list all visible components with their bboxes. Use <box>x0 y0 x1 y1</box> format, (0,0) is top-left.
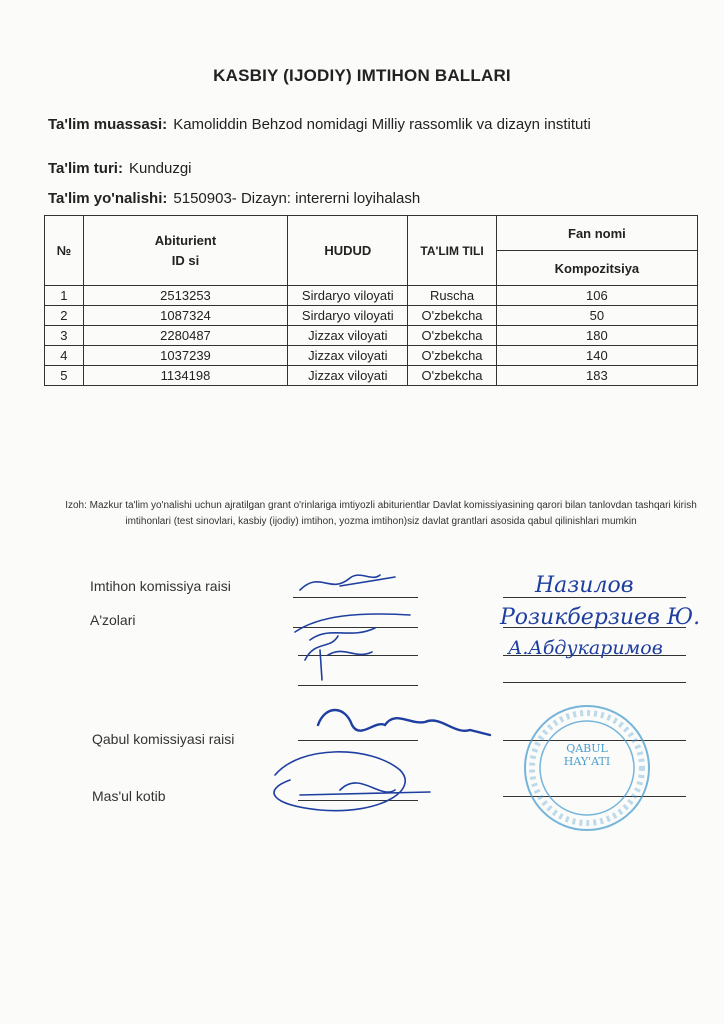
cell-id: 2280487 <box>83 326 288 346</box>
table-row <box>45 366 698 386</box>
cell-score: 106 <box>496 286 697 306</box>
signature-line <box>298 740 418 741</box>
signature-scribble <box>305 636 372 680</box>
cell-language: O'zbekcha <box>408 346 497 366</box>
institution-value: Kamoliddin Behzod nomidagi Milliy rassomlik va dizayn instituti <box>173 116 591 133</box>
table-row <box>45 326 698 346</box>
scores-table <box>44 215 698 386</box>
signature-scribble <box>318 710 490 735</box>
document-title: KASBIY (IJODIY) IMTIHON BALLARI <box>213 66 511 85</box>
handwritten-name-1: Назилов <box>535 573 634 598</box>
col-header-language: TA'LIM TILI <box>408 216 497 286</box>
cell-region: Sirdaryo viloyati <box>288 306 408 326</box>
col-header-subject-group: Fan nomi <box>496 216 697 251</box>
signature-line <box>503 627 686 628</box>
secretary-label: Mas'ul kotib <box>92 788 166 804</box>
signature-line <box>503 655 686 656</box>
direction-value: 5150903- Dizayn: intererni loyihalash <box>173 190 421 207</box>
col-header-subject: Kompozitsiya <box>496 251 697 286</box>
col-header-id: Abiturient ID si <box>83 216 288 286</box>
table-row <box>45 306 698 326</box>
cell-score: 50 <box>496 306 697 326</box>
cell-id: 1087324 <box>83 306 288 326</box>
study-type-label: Ta'lim turi: <box>48 160 123 177</box>
cell-score: 183 <box>496 366 697 386</box>
direction-label: Ta'lim yo'nalishi: <box>48 190 168 207</box>
cell-score: 140 <box>496 346 697 366</box>
cell-language: O'zbekcha <box>408 306 497 326</box>
cell-no: 2 <box>45 306 84 326</box>
cell-no: 1 <box>45 286 84 306</box>
table-row <box>45 286 698 306</box>
cell-language: O'zbekcha <box>408 366 497 386</box>
col-header-region: HUDUD <box>288 216 408 286</box>
cell-region: Jizzax viloyati <box>288 366 408 386</box>
cell-no: 4 <box>45 346 84 366</box>
cell-region: Sirdaryo viloyati <box>288 286 408 306</box>
signature-line <box>503 682 686 683</box>
institution-label: Ta'lim muassasi: <box>48 116 168 133</box>
signature-line <box>298 685 418 686</box>
handwritten-name-3: А.Абдукаримов <box>508 637 663 659</box>
cell-id: 2513253 <box>83 286 288 306</box>
signature-line <box>293 627 418 628</box>
stamp-seal <box>522 703 652 833</box>
note-text: Izoh: Mazkur ta'lim yo'nalishi uchun ajratilgan grant o'rinlariga imtiyozli abiturientlar Davlat komissiyasining qarori bilan tanlovdan tashqari kirish imtihonlari (test sinovlari, kasbiy (ijodiy) imtihon, yozma imtihon)siz davlat grantlari asosida qabul qilinishlari mumkin <box>65 500 697 527</box>
cell-id: 1134198 <box>83 366 288 386</box>
handwritten-name-2: Розикберзиев Ю. <box>500 605 701 630</box>
exam-chair-label: Imtihon komissiya raisi <box>90 578 231 594</box>
cell-id: 1037239 <box>83 346 288 366</box>
study-type-value: Kunduzgi <box>128 160 192 177</box>
members-label: A'zolari <box>90 612 136 628</box>
cell-region: Jizzax viloyati <box>288 346 408 366</box>
cell-language: Ruscha <box>408 286 497 306</box>
signature-line <box>503 597 686 598</box>
signature-line <box>298 655 418 656</box>
study-type-row <box>48 160 192 177</box>
cell-score: 180 <box>496 326 697 346</box>
admission-chair-label: Qabul komissiyasi raisi <box>92 731 235 747</box>
institution-row <box>48 116 591 133</box>
cell-no: 3 <box>45 326 84 346</box>
cell-no: 5 <box>45 366 84 386</box>
signature-line <box>293 597 418 598</box>
col-header-no: № <box>45 216 84 286</box>
cell-language: O'zbekcha <box>408 326 497 346</box>
signature-scribble <box>300 575 395 590</box>
signature-line <box>298 800 418 801</box>
direction-row <box>48 190 420 207</box>
signature-scribble <box>274 752 430 811</box>
table-row <box>45 346 698 366</box>
cell-region: Jizzax viloyati <box>288 326 408 346</box>
stamp-text: QABUL HAY'ATI <box>563 742 611 768</box>
